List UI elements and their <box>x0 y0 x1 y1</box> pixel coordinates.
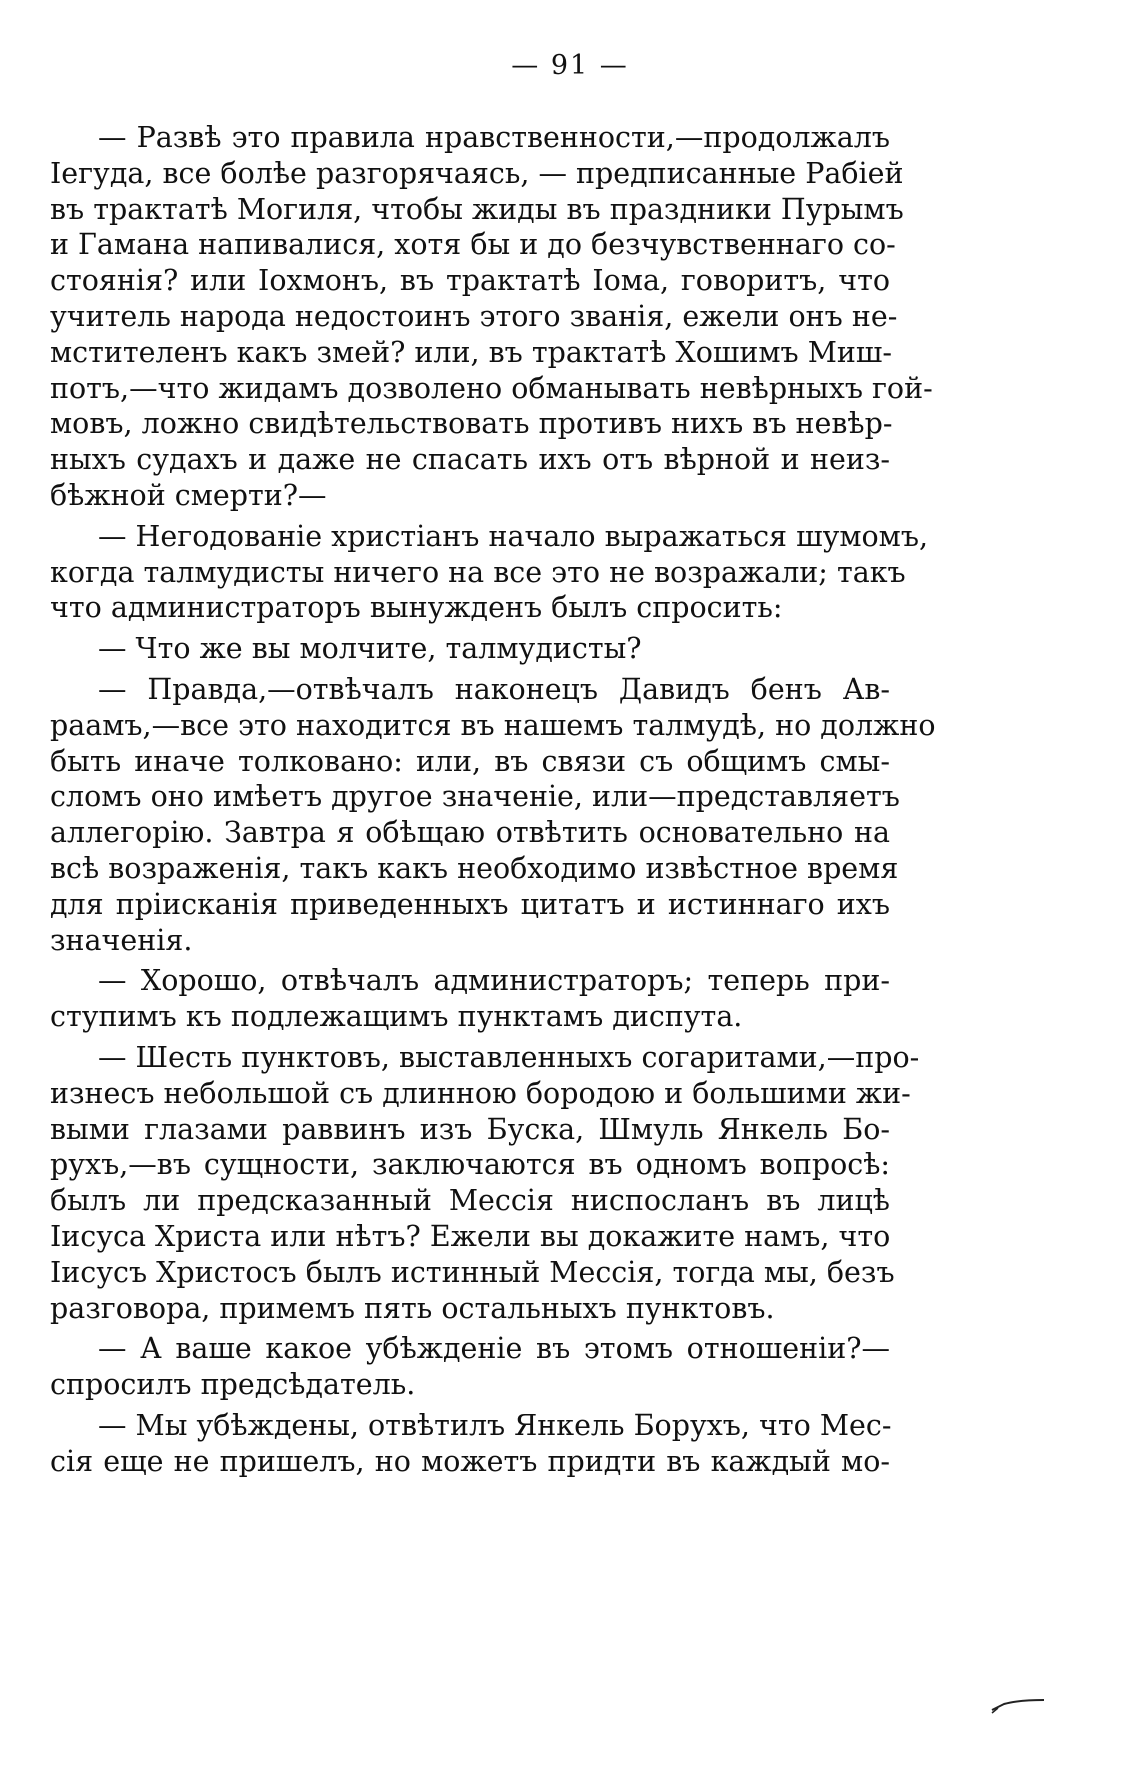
text-line: аллегорію. Завтра я обѣщаю отвѣтить основательно на <box>50 816 890 850</box>
text-line: раамъ,—все это находится въ нашемъ талмудѣ, но должно <box>50 708 936 742</box>
text-block <box>50 120 936 1479</box>
text-line: Іисуса Христа или нѣтъ? Ежели вы докажите намъ, что <box>50 1219 891 1253</box>
text-line: значенія. <box>50 923 193 957</box>
text-line: для пріисканія приведенныхъ цитатъ и истиннаго ихъ <box>50 887 890 921</box>
text-line: рухъ,—въ сущности, заключаются въ одномъ вопросѣ: <box>50 1148 890 1182</box>
text-line: — Негодованіе христіанъ начало выражаться шумомъ, <box>98 519 929 553</box>
text-line: — Мы убѣждены, отвѣтилъ Янкель Борухъ, что Мес- <box>98 1408 892 1442</box>
text-line: — Шесть пунктовъ, выставленныхъ согаритами,—про- <box>98 1040 920 1074</box>
text-line: мовъ, ложно свидѣтельствовать противъ нихъ въ невѣр- <box>50 407 893 441</box>
ink-mark-icon <box>988 1688 1048 1716</box>
text-line: мстителенъ какъ змей? или, въ трактатѣ Хошимъ Миш- <box>50 335 893 369</box>
text-line: былъ ли предсказанный Мессія ниспосланъ въ лицѣ <box>50 1184 890 1218</box>
text-line: учитель народа недостоинъ этого званія, ежели онъ не- <box>50 299 898 333</box>
text-line: — Правда,—отвѣчалъ наконецъ Давидъ бенъ Ав- <box>98 672 890 706</box>
text-line: когда талмудисты ничего на все это не возражали; такъ <box>50 555 906 589</box>
text-line: потъ,—что жидамъ дозволено обманывать невѣрныхъ гой- <box>50 371 933 405</box>
text-line: ныхъ судахъ и даже не спасать ихъ отъ вѣрной и неиз- <box>50 443 890 477</box>
text-line: — Развѣ это правила нравственности,—продолжалъ <box>98 121 890 154</box>
text-line: быть иначе толковано: или, въ связи съ общимъ смы- <box>50 744 890 778</box>
text-line: въ трактатѣ Могиля, чтобы жиды въ праздники Пурымъ <box>50 192 904 226</box>
text-line: бѣжной смерти?— <box>50 478 327 512</box>
text-line: — А ваше какое убѣжденіе въ этомъ отношеніи?— <box>98 1332 890 1366</box>
text-line: что администраторъ вынужденъ былъ спросить: <box>50 591 783 625</box>
text-line: Іегуда, все болѣе разгорячаясь, — предписанные Рабіей <box>50 156 904 190</box>
page-number: — 91 — <box>511 50 629 81</box>
text-line: выми глазами раввинъ изъ Буска, Шмуль Янкель Бо- <box>50 1112 890 1146</box>
text-line: спросилъ предсѣдатель. <box>50 1368 416 1402</box>
text-line: сломъ оно имѣетъ другое значеніе, или—представляетъ <box>50 780 900 814</box>
text-line: разговора, примемъ пять остальныхъ пунктовъ. <box>50 1291 775 1325</box>
text-line: ступимъ къ подлежащимъ пунктамъ диспута. <box>50 1000 743 1034</box>
text-line: — Хорошо, отвѣчалъ администраторъ; теперь при- <box>98 964 890 998</box>
text-line: Іисусъ Христосъ былъ истинный Мессія, тогда мы, безъ <box>50 1255 895 1289</box>
text-line: изнесъ небольшой съ длинною бородою и большими жи- <box>50 1076 911 1110</box>
text-line: и Гамана напивалися, хотя бы и до безчувственнаго со- <box>50 228 896 262</box>
text-line: стоянія? или Іохмонъ, въ трактатѣ Іома, говоритъ, что <box>50 264 890 298</box>
text-line: сія еще не пришелъ, но можетъ придти въ каждый мо- <box>50 1444 890 1478</box>
text-line: — Что же вы молчите, талмудисты? <box>98 632 642 666</box>
text-line: всѣ возраженія, такъ какъ необходимо извѣстное время <box>50 851 899 885</box>
